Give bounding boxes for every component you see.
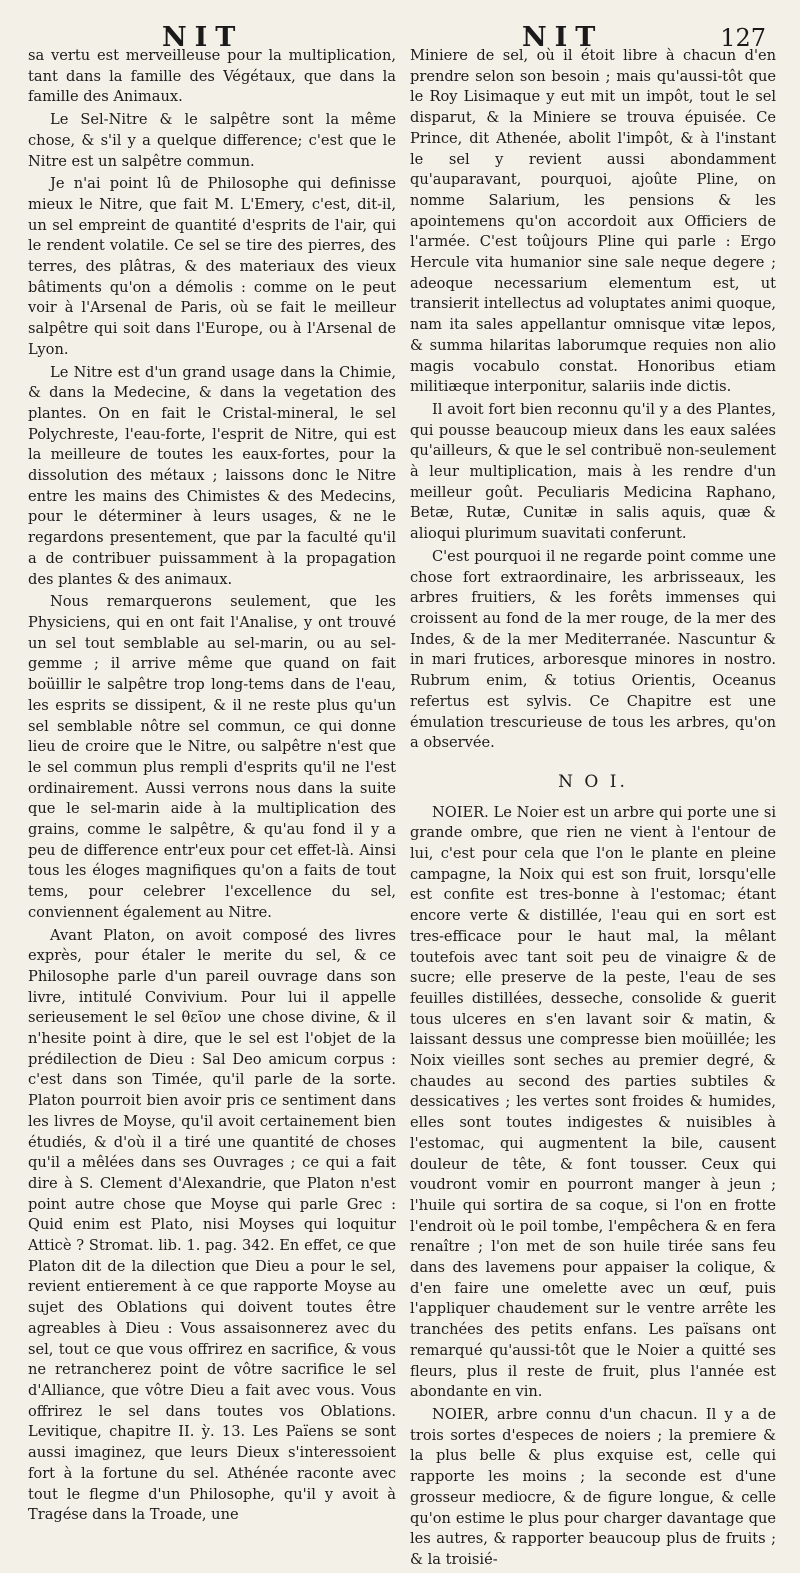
paragraph: Nous remarquerons seulement, que les Physiciens, qui en ont fait l'Analise, y ont trouvé un sel tout semblable au sel-marin, ou au sel-gemme ; il arrive même que quand on fait boüillir le salpêtre trop long-tems dans de l'eau, les esprits se dissipent, & il ne reste plus qu'un sel semblable nôtre sel commun, ce qui donne lieu de croire que le Nitre, ou salpêtre n'est que le sel commun plus rempli d'esprits qu'il ne l'est ordinairement. Aussi verrons nous dans la suite que le sel-marin aide à la multiplication des grains, comme le salpêtre, & qu'au fond il y a peu de difference entr'eux pour cet effet-là. Ainsi tous les éloges magnifiques qu'on a faits de tout tems, pour celebrer l'excellence du sel, conviennent également au Nitre. [28, 593, 396, 921]
paragraph: Avant Platon, on avoit composé des livres exprès, pour étaler le merite du sel, & ce Philosophe parle d'un pareil ouvrage dans son livre, intitulé Convivium. Pour lui il appelle serieusement le sel θεῖον une chose divine, & il n'hesite point à dire, que le sel est l'objet de la prédilection de Dieu : Sal Deo amicum corpus : c'est dans son Timée, qu'il parle de la sorte. Platon pourroit bien avoir pris ce sentiment dans les livres de Moyse, qu'il avoit certainement bien étudiés, & d'où il a tiré une quantité de choses qu'il a mêlées dans ses Ouvrages ; ce qui a fait dire à S. Clement d'Alexandrie, que Platon n'est point autre chose que Moyse qui parle Grec : Quid enim est Plato, nisi Moyses qui loquitur Atticè ? Stromat. lib. 1. pag. 342. En effet, ce que Platon dit de la dilection que Dieu a pour le sel, revient entierement à ce que rapporte Moyse au sujet des Oblations qui doivent toutes être agreables à Dieu : Vous assaisonnerez avec du sel, tout ce que vous offrirez en sacrifice, & vous ne retrancherez point de vôtre sacrifice le sel d'Alliance, que vôtre Dieu a fait avec vous. Vous offrirez le sel dans toutes vos Oblations. Levitique, chapitre II. ỳ. 13. Les Païens se sont aussi imaginez, que leurs Dieux s'interessoient fort à la fortune du sel. Athénée raconte avec tout le flegme d'un Philosophe, qu'il y avoit à Tragése dans la Troade, une [28, 926, 396, 1524]
paragraph: Il avoit fort bien reconnu qu'il y a des Plantes, qui pousse beaucoup mieux dans les eaux salées qu'ailleurs, & que le sel contribuë non-seulement à leur multiplication, mais à les rendre d'un meilleur goût. Peculiaris Medicina Raphano, Betæ, Rutæ, Cunitæ in salis aquis, quæ & alioqui plurimum suavitati conferunt. [410, 400, 776, 543]
paragraph: NOIER. Le Noier est un arbre qui porte une si grande ombre, que rien ne vient à l'entour de lui, c'est pour cela que l'on le plante en pleine campagne, la Noix qui est son fruit, lorsqu'elle est confite est tres-bonne à l'estomac; étant encore verte & distillée, l'eau qui en sort est tres-efficace pour le haut mal, la mêlant toutefois avec tant soit peu de vinaigre & de sucre; elle preserve de la peste, l'eau de ses feuilles distillées, desseche, consolide & guerit tous ulceres en s'en lavant soir & matin, & laissant dessus une compresse bien moüillée; les Noix vieilles sont seches au premier degré, & chaudes au second des parties subtiles & dessicatives ; les vertes sont froides & humides, elles sont toutes indigestes & nuisibles à l'estomac, qui augmentent la bile, causent douleur de tête, & font tousser. Ceux qui voudront vomir en pourront manger à jeun ; l'huile qui sortira de sa coque, si l'on en frotte l'endroit où le poil tombe, l'empêchera & en fera renaître ; l'on met de son huile tirée sans feu dans des lavemens pour appaiser la colique, & d'en faire une omelette avec un œuf, puis l'appliquer chaudement sur le ventre arrête les tranchées des petits enfans. Les païsans ont remarqué qu'aussi-tôt que le Noier a quitté ses fleurs, plus il reste de fruit, plus l'année est abondante en vin. [410, 803, 776, 1401]
paragraph: Le Nitre est d'un grand usage dans la Chimie, & dans la Medecine, & dans la vegetation des plantes. On en fait le Cristal-mineral, le sel Polychreste, l'eau-forte, l'esprit de Nitre, qui est la meilleure de toutes les eaux-fortes, pour la dissolution des métaux ; laissons donc le Nitre entre les mains des Chimistes & des Medecins, pour le déterminer à leurs usages, & ne le regardons presentement, que par la faculté qu'il a de contribuer puissamment à la propagation des plantes & des animaux. [28, 363, 396, 588]
paragraph: C'est pourquoi il ne regarde point comme une chose fort extraordinaire, les arbrisseaux, les arbres fruitiers, & les forêts immenses qui croissent au fond de la mer rouge, de la mer des Indes, & de la mer Mediterranée. Nascuntur & in mari frutices, arboresque minores in nostro. Rubrum enim, & totius Orientis, Oceanus refertus est sylvis. Ce Chapitre est une émulation trescurieuse de tous les arbres, qu'on a observée. [410, 547, 776, 752]
section-heading: N O I. [558, 771, 628, 792]
paragraph: Miniere de sel, où il étoit libre à chacun d'en prendre selon son besoin ; mais qu'aussi-tôt que le Roy Lisimaque y eut mit un impôt, tout le sel disparut, & la Miniere se trouva épuisée. Ce Prince, dit Athenée, abolit l'impôt, & à l'instant le sel y revient aussi abondamment qu'auparavant, pourquoi, ajoûte Pline, on nomme Salarium, les pensions & les apointemens qu'on accordoit aux Officiers de l'armée. C'est toûjours Pline qui parle : Ergo Hercule vita humanior sine sale neque degere ; adeoque necessarium elementum est, ut transierit intellectus ad voluptates animi quoque, nam ita sales appellantur omnisque vitæ lepos, & summa hilaritas laborumque requies non alio magis vocabulo constat. Honoribus etiam militiæque interponitur, salariis inde dictis. [410, 47, 776, 396]
running-head-right: NIT [522, 22, 604, 53]
paragraph: Je n'ai point lû de Philosophe qui definisse mieux le Nitre, que fait M. L'Emery, c'est, dit-il, un sel empreint de quantité d'esprits de l'air, qui le rendent volatile. Ce sel se tire des pierres, des terres, des plâtras, & des materiaux des vieux bâtiments qu'on a démolis : comme on le peut voir à l'Arsenal de Paris, où se fait le meilleur salpêtre qui soit dans l'Europe, ou à l'Arsenal de Lyon. [28, 175, 396, 358]
running-head-left: NIT [162, 22, 244, 53]
paragraph: sa vertu est merveilleuse pour la multiplication, tant dans la famille des Végétaux, que dans la famille des Animaux. [28, 47, 396, 106]
page-number: 127 [720, 24, 766, 52]
paragraph: Le Sel-Nitre & le salpêtre sont la même chose, & s'il y a quelque difference; c'est que le Nitre est un salpêtre commun. [28, 111, 396, 170]
paragraph: NOIER, arbre connu d'un chacun. Il y a de trois sortes d'especes de noiers ; la premiere & la plus belle & plus exquise est, celle qui rapporte les moins ; la seconde est d'une grosseur mediocre, & de figure longue, & celle qu'on estime le plus pour charger davantage que les autres, & rapporter beaucoup plus de fruits ; & la troisié- [410, 1406, 776, 1568]
right-column [410, 46, 776, 1573]
left-column [28, 46, 396, 1528]
